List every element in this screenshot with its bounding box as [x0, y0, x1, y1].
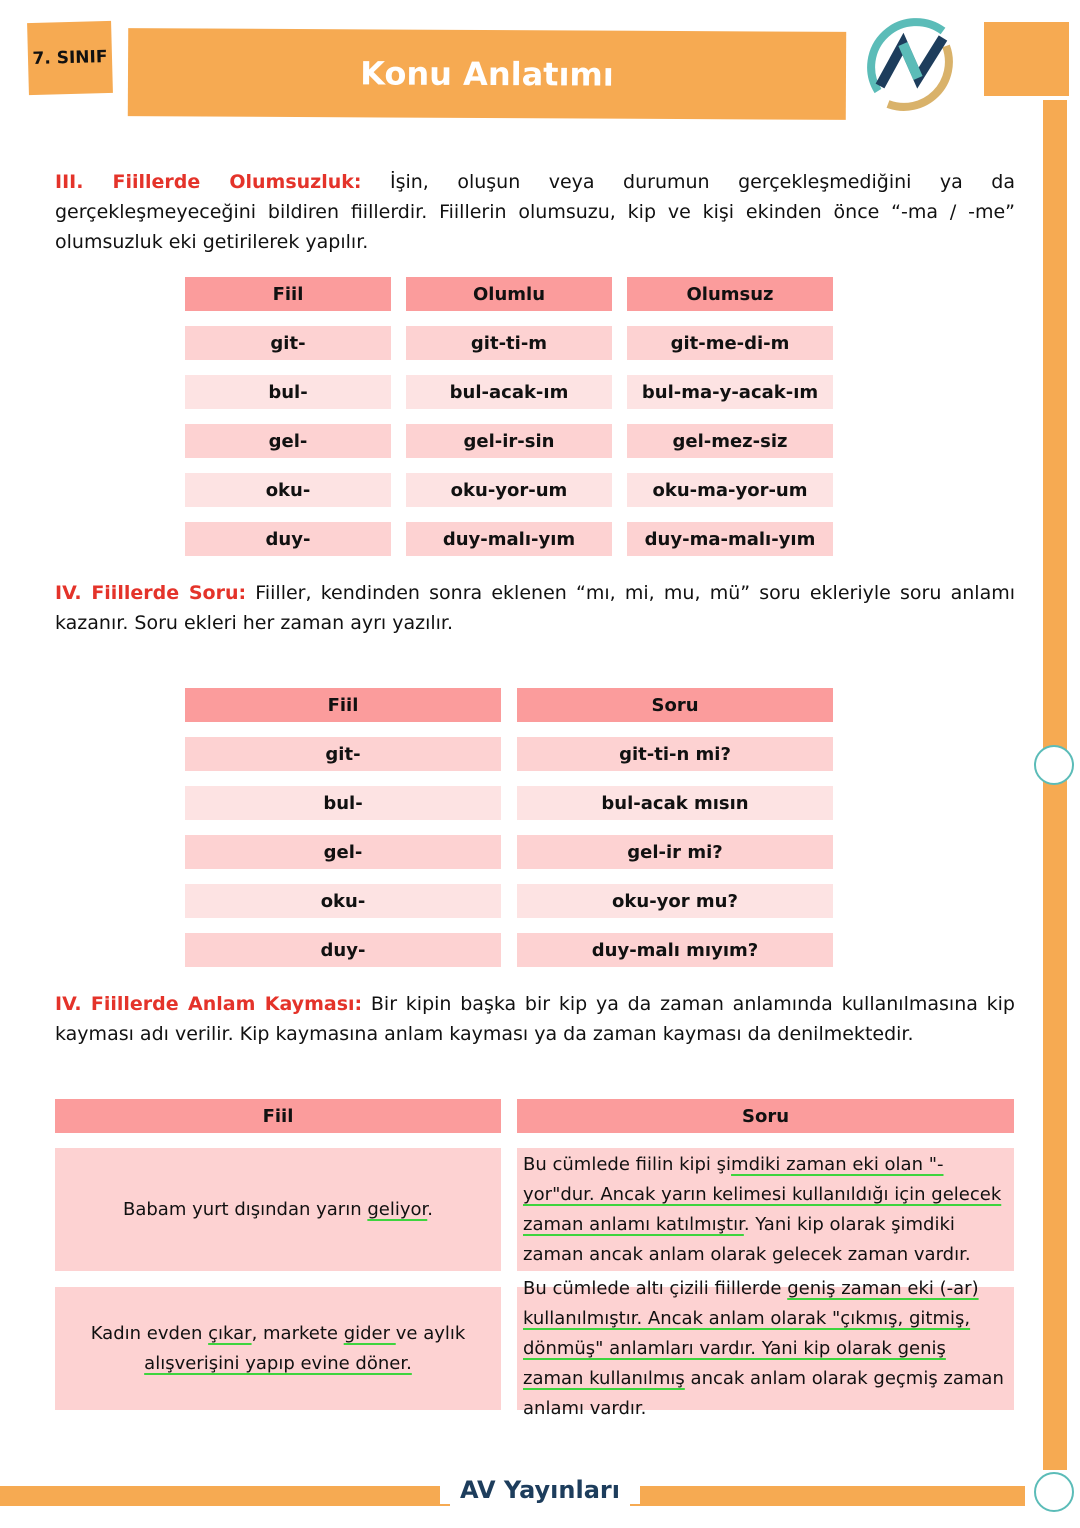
- table-header-cell: Fiil: [185, 688, 501, 722]
- table-cell: oku-ma-yor-um: [627, 473, 833, 507]
- text-segment: Babam yurt dışından yarın: [122, 1198, 368, 1220]
- section-heading: IV. Fiillerde Soru:: [55, 582, 247, 604]
- page-title: Konu Anlatımı: [128, 28, 846, 120]
- underlined-text: çıkar: [208, 1322, 252, 1344]
- table-cell: gel-ir mi?: [517, 835, 833, 869]
- underlined-text: gider: [343, 1322, 396, 1344]
- table-cell: bul-ma-y-acak-ım: [627, 375, 833, 409]
- table-cell: duy-: [185, 522, 391, 556]
- text-segment: Kadın evden: [90, 1322, 209, 1344]
- table-header-cell: Fiil: [55, 1099, 501, 1133]
- footer-bar-right: [630, 1486, 1025, 1506]
- explanation-cell: [517, 1148, 1014, 1271]
- table-cell: oku-: [185, 473, 391, 507]
- example-sentence-cell: [55, 1287, 501, 1410]
- table-header-cell: Soru: [517, 688, 833, 722]
- example-sentence-cell: [55, 1148, 501, 1271]
- table-header-cell: Fiil: [185, 277, 391, 311]
- underlined-text: geniş zaman eki (-ar) kullanılmıştır. Ancak anlam olarak "çıkmış, gitmiş, dönmüş" anlamları vardır. Yani kip olarak geniş zaman kullanılmış: [523, 1277, 979, 1389]
- text-segment: .: [427, 1198, 433, 1220]
- table-cell: git-: [185, 737, 501, 771]
- section-negation-paragraph: [55, 167, 1015, 257]
- section-text: Fiiller, kendinden sonra eklenen “mı, mi, mu, mü” soru ekleriyle soru anlamı kazanır. Soru ekleri her zaman ayrı yazılır.: [55, 582, 1016, 634]
- side-logo-icon: [1034, 1472, 1074, 1512]
- section-text: İşin, oluşun veya durumun gerçekleşmediğini ya da gerçekleşmeyeceğini bildiren fiillerdir. Fiillerin olumsuzu, kip ve kişi ekinden önce “-ma / -me” olumsuzluk eki getirilerek yapılır.: [55, 171, 1015, 253]
- underlined-text: alışverişini yapıp evine döner.: [144, 1352, 412, 1374]
- table-cell: duy-malı-yım: [406, 522, 612, 556]
- section-heading: III. Fiillerde Olumsuzluk:: [55, 171, 362, 193]
- table-cell: oku-yor-um: [406, 473, 612, 507]
- table-cell: gel-mez-siz: [627, 424, 833, 458]
- table-cell: git-ti-n mi?: [517, 737, 833, 771]
- table-cell: duy-: [185, 933, 501, 967]
- table-cell: git-: [185, 326, 391, 360]
- table-cell: bul-acak-ım: [406, 375, 612, 409]
- corner-block: [984, 22, 1069, 96]
- table-cell: git-ti-m: [406, 326, 612, 360]
- side-bar: [1043, 100, 1067, 1470]
- grade-label: 7. SINIF: [27, 21, 113, 95]
- table-cell: duy-malı mıyım?: [517, 933, 833, 967]
- table-cell: gel-: [185, 424, 391, 458]
- av-logo-icon: [858, 16, 964, 116]
- table-cell: duy-ma-malı-yım: [627, 522, 833, 556]
- table-cell: gel-ir-sin: [406, 424, 612, 458]
- text-segment: ve aylık: [395, 1322, 466, 1344]
- table-cell: gel-: [185, 835, 501, 869]
- text-segment: Bu cümlede fiilin kipi şi: [523, 1153, 732, 1175]
- text-segment: , markete: [251, 1322, 344, 1344]
- table-cell: oku-yor mu?: [517, 884, 833, 918]
- table-header-cell: Soru: [517, 1099, 1014, 1133]
- table-header-cell: Olumlu: [406, 277, 612, 311]
- underlined-text: geliyor: [367, 1198, 428, 1220]
- table-header-cell: Olumsuz: [627, 277, 833, 311]
- side-logo-icon: [1034, 745, 1074, 785]
- publisher-name: AV Yayınları: [440, 1476, 640, 1504]
- table-cell: git-me-di-m: [627, 326, 833, 360]
- table-cell: bul-acak mısın: [517, 786, 833, 820]
- footer-bar-left: [0, 1486, 450, 1506]
- section-shift-paragraph: [55, 989, 1015, 1049]
- section-heading: IV. Fiillerde Anlam Kayması:: [55, 993, 363, 1015]
- table-cell: oku-: [185, 884, 501, 918]
- table-cell: bul-: [185, 786, 501, 820]
- explanation-cell: [517, 1277, 1014, 1419]
- text-segment: Bu cümlede altı çizili fiillerde: [523, 1277, 788, 1299]
- table-cell: bul-: [185, 375, 391, 409]
- underlined-text: mdiki zaman eki olan "-yor"dur. Ancak yarın kelimesi kullanıldığı için gelecek zaman anlamı katılmıştır: [523, 1153, 1002, 1235]
- section-question-paragraph: [55, 578, 1015, 638]
- section-text: Bir kipin başka bir kip ya da zaman anlamında kullanılmasına kip kayması adı verilir. Kip kaymasına anlam kayması ya da zaman kayması da denilmektedir.: [55, 993, 1015, 1045]
- text-segment: ancak anlam olarak geçmiş zaman anlamı vardır.: [523, 1367, 1004, 1419]
- text-segment: . Yani kip olarak şimdiki zaman ancak anlam olarak gelecek zaman vardır.: [523, 1213, 971, 1265]
